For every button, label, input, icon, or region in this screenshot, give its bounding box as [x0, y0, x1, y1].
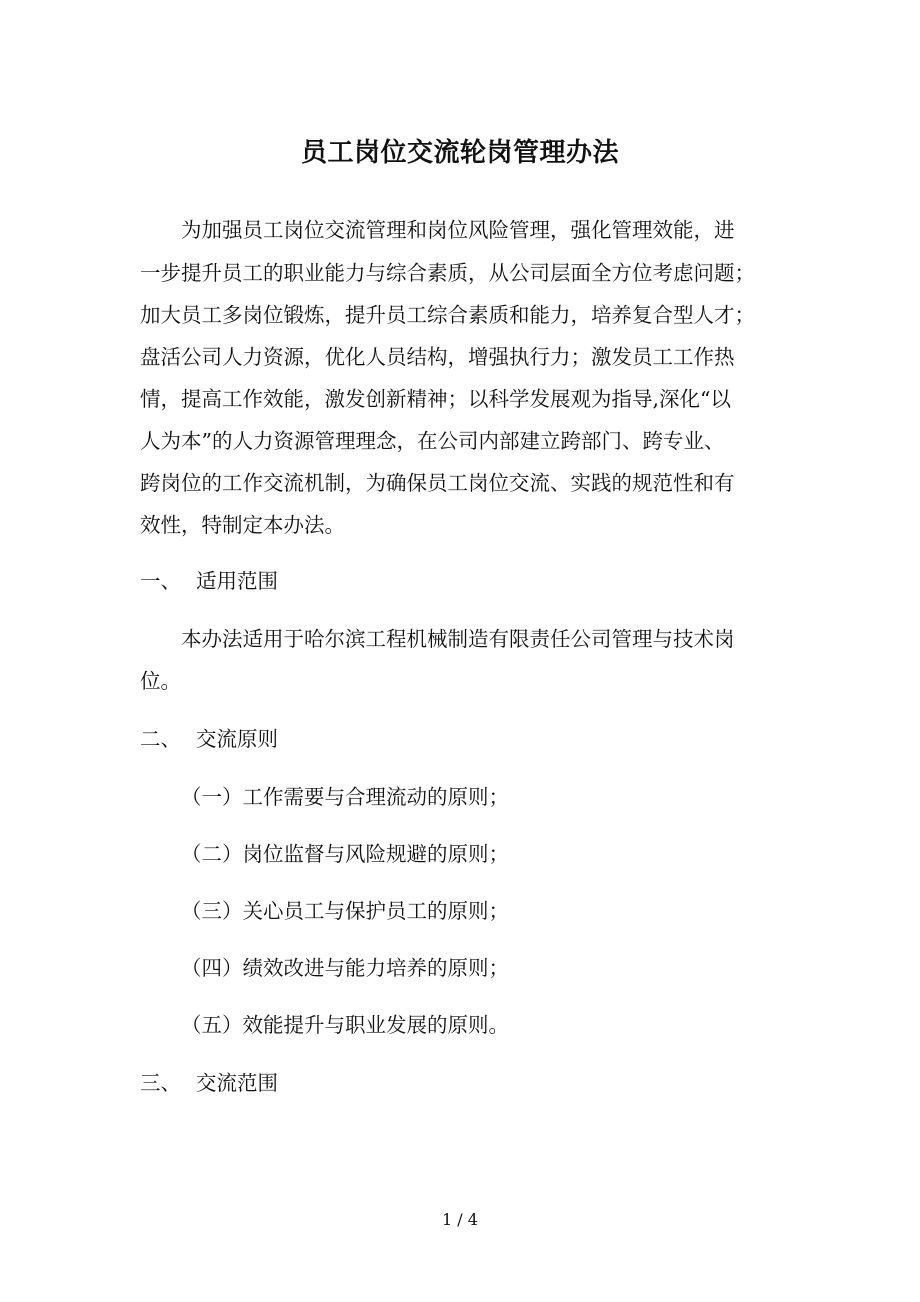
intro-line: 加大员工多岗位锻炼，提升员工综合素质和能力，培养复合型人才；: [140, 303, 755, 327]
intro-line: 情，提高工作效能，激发创新精神；以科学发展观为指导,深化“以: [140, 387, 731, 411]
document-title: 员工岗位交流轮岗管理办法: [300, 138, 619, 168]
principle-item: （三）关心员工与保护员工的原则；: [181, 899, 509, 923]
intro-line: 为加强员工岗位交流管理和岗位风险管理，强化管理效能，进: [181, 218, 735, 242]
intro-line: 人为本”的人力资源管理理念，在公司内部建立跨部门、跨专业、: [140, 429, 725, 453]
section-body-line: 本办法适用于哈尔滨工程机械制造有限责任公司管理与技术岗: [181, 627, 735, 651]
principle-item: （二）岗位监督与风险规避的原则；: [181, 842, 509, 866]
section-heading: 交流原则: [196, 727, 278, 751]
principle-item: （一）工作需要与合理流动的原则；: [181, 785, 509, 809]
section-body-line: 位。: [140, 669, 181, 693]
section-heading: 适用范围: [196, 569, 278, 593]
intro-line: 盘活公司人力资源，优化人员结构，增强执行力；激发员工工作热: [140, 345, 735, 369]
section-number: 二、: [140, 727, 181, 751]
principle-item: （四）绩效改进与能力培养的原则；: [181, 956, 509, 980]
section-heading: 交流范围: [196, 1071, 278, 1095]
page-number: 1 / 4: [442, 1210, 478, 1229]
intro-line: 一步提升员工的职业能力与综合素质，从公司层面全方位考虑问题；: [140, 261, 755, 285]
section-number: 三、: [140, 1071, 181, 1095]
principle-item: （五）效能提升与职业发展的原则。: [181, 1013, 509, 1037]
intro-line: 跨岗位的工作交流机制，为确保员工岗位交流、实践的规范性和有: [140, 471, 735, 495]
section-number: 一、: [140, 569, 181, 593]
intro-line: 效性，特制定本办法。: [140, 513, 345, 537]
